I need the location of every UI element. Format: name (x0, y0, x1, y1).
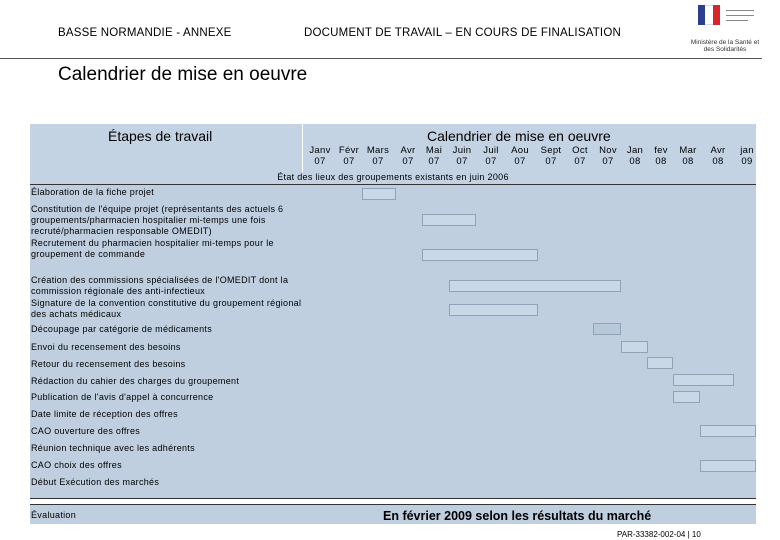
gantt-bar (362, 188, 396, 200)
gantt-bar (647, 357, 673, 369)
gantt-bar (673, 374, 734, 386)
gantt-bar (593, 323, 621, 335)
month-header: Avr 07 (400, 145, 416, 167)
gantt-bar (422, 214, 476, 226)
row-divider (30, 504, 756, 505)
task-date-limite: Date limite de réception des offres (31, 409, 178, 419)
month-header: Oct 07 (572, 145, 588, 167)
task-convention: Signature de la convention constitutive du groupement régional des achats médicaux (31, 298, 302, 319)
gantt-table (30, 124, 756, 524)
header-rule (0, 58, 762, 59)
gantt-bar (700, 425, 756, 437)
task-cahier-charges: Rédaction du cahier des charges du groupement (31, 376, 240, 386)
task-commissions: Création des commissions spécialisées de l'OMEDIT dont la commission régionale des anti-infectieux (31, 275, 289, 296)
month-header: Jan 08 (626, 145, 644, 167)
steps-column-header: Étapes de travail (108, 128, 213, 144)
french-flag-icon (698, 5, 720, 25)
gantt-bar (700, 460, 756, 472)
month-header: Févr 07 (338, 145, 360, 167)
gantt-bar (673, 391, 700, 403)
task-retour-recensement: Retour du recensement des besoins (31, 359, 186, 369)
task-debut-execution: Début Exécution des marchés (31, 477, 160, 487)
gantt-bar (422, 249, 538, 261)
evaluation-note: En février 2009 selon les résultats du marché (383, 509, 652, 523)
column-divider (302, 124, 303, 172)
month-header: Nov 07 (599, 145, 617, 167)
task-cao-ouverture: CAO ouverture des offres (31, 426, 141, 436)
gantt-bar (449, 304, 538, 316)
task-envoi-recensement: Envoi du recensement des besoins (31, 342, 181, 352)
month-header: Janv 07 (309, 145, 331, 167)
page-footer: PAR-33382-002-04 | 10 (617, 530, 701, 539)
task-recrutement: Recrutement du pharmacien hospitalier mi-temps pour le groupement de commande (31, 238, 274, 259)
task-decoupage: Découpage par catégorie de médicaments (31, 324, 213, 334)
task-reunion-technique: Réunion technique avec les adhérents (31, 443, 195, 453)
month-header: Mar 08 (679, 145, 697, 167)
ministry-logo (690, 5, 760, 57)
month-header: Aou 07 (511, 145, 529, 167)
header-left: BASSE NORMANDIE - ANNEXE (58, 27, 232, 39)
month-header: jan 09 (740, 145, 754, 167)
row-divider (30, 498, 756, 499)
ministry-name: Ministère de la Santé et des Solidarités (690, 39, 760, 53)
task-equipe-projet: Constitution de l'équipe projet (représentants des actuels 6 groupements/pharmacien hospitalier mi-temps une fois recruté/pharmacien responsable OMEDIT) (31, 204, 284, 236)
task-publication-avis: Publication de l'avis d'appel à concurrence (31, 392, 214, 402)
month-header: Mars 07 (366, 145, 390, 167)
month-header: Mai 07 (425, 145, 443, 167)
page-title: Calendrier de mise en oeuvre (58, 64, 308, 85)
month-header: fev 08 (654, 145, 668, 167)
calendar-column-header: Calendrier de mise en oeuvre (427, 128, 611, 144)
month-header: Avr 08 (710, 145, 726, 167)
month-header: Sept 07 (540, 145, 562, 167)
gantt-bar (449, 280, 621, 292)
header-center: DOCUMENT DE TRAVAIL – EN COURS DE FINALISATION (304, 27, 621, 39)
row-divider (30, 184, 756, 185)
month-header: Juin 07 (452, 145, 472, 167)
task-evaluation: Évaluation (31, 510, 77, 520)
month-header: Juil 07 (483, 145, 499, 167)
task-fiche-projet: Élaboration de la fiche projet (31, 187, 155, 197)
task-cao-choix: CAO choix des offres (31, 460, 122, 470)
gantt-bar (621, 341, 648, 353)
etat-des-lieux-row: État des lieux des groupements existants en juin 2006 (277, 172, 509, 182)
